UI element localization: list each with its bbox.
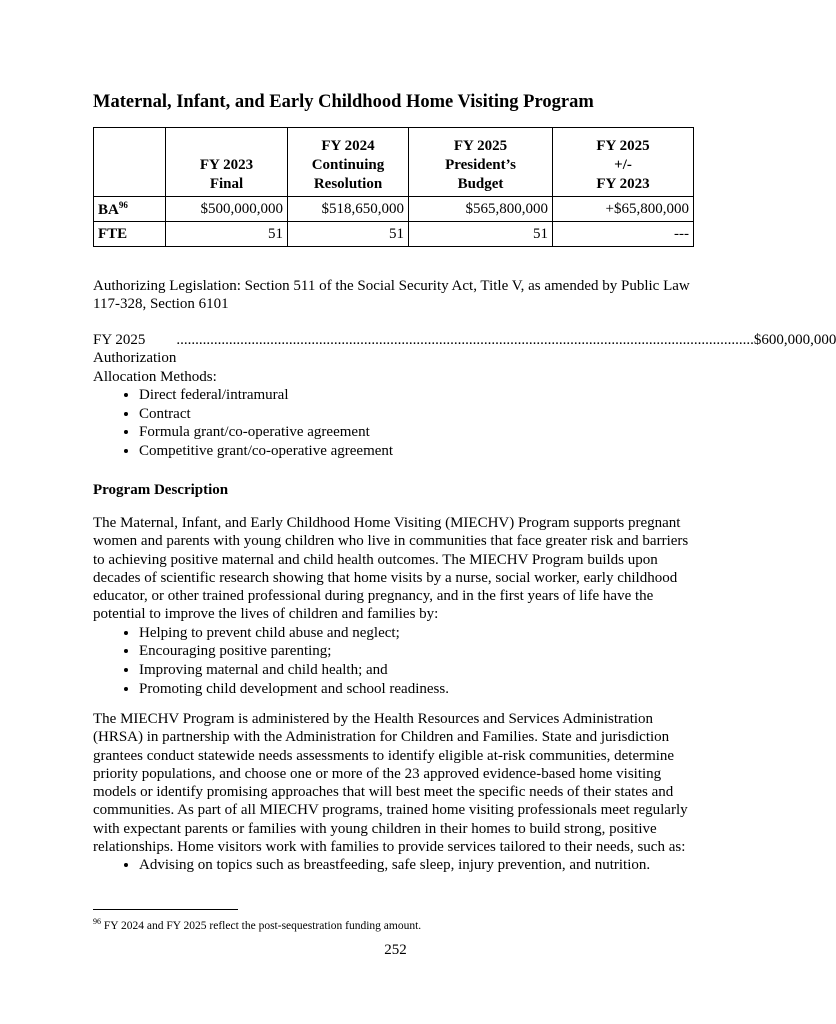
row-label: BA$^{96}$ xyxy=(94,197,166,222)
list-item: • Helping to prevent child abuse and neglect; xyxy=(139,624,695,643)
list-item: • Promoting child development and school readiness. xyxy=(139,680,695,699)
list-item: • Competitive grant/co-operative agreement xyxy=(139,442,695,461)
list-item: • Improving maternal and child health; and xyxy=(139,661,695,680)
table-cell: 51 xyxy=(288,222,409,247)
table-cell: 51 xyxy=(409,222,553,247)
allocation-heading: Allocation Methods: xyxy=(93,369,217,385)
paragraph: The Maternal, Infant, and Early Childhood Home Visiting (MIECHV) Program supports pregnant women and parents with young children who live in communities that face greater risk and barriers to achieving positive maternal and child health outcomes. The MIECHV Program builds upon decades of scientific research showing that home visits by a nurse, social worker, early childhood educator, or other trained professional during pregnancy, and in the first years of life have the potential to improve the lives of children and families by: xyxy=(93,515,689,623)
table-cell: $500,000,000 xyxy=(166,197,288,222)
header-empty xyxy=(94,128,166,197)
allocation-methods xyxy=(93,368,695,461)
list-item: • Encouraging positive parenting; xyxy=(139,642,695,661)
section-heading: Program Description xyxy=(93,482,229,498)
benefits-list xyxy=(93,624,695,698)
table-row xyxy=(94,222,694,247)
footnote: $^{96}$ FY 2024 and FY 2025 reflect the post-sequestration funding amount. xyxy=(93,917,422,932)
table-header-row xyxy=(94,128,694,197)
table-cell: $518,650,000 xyxy=(288,197,409,222)
paragraph: The MIECHV Program is administered by the Health Resources and Services Administration (HRSA) in partnership with the Administration for Children and Families. State and jurisdiction grantees conduct statewide needs assessments to identify eligible at-risk communities, determine priority populations, and choose one or more of the 23 approved evidence-based home visiting models or identify promising approaches that will best meet the specific needs of their states and communities. As part of all MIECHV programs, trained home visiting professionals meet regularly with expectant parents or families with young children in their homes to build strong, positive relationships. Home visitors work with families to provide services tailored to their needs, such as: xyxy=(93,711,688,856)
administration-section xyxy=(93,710,695,875)
list-item: • Advising on topics such as breastfeeding, safe sleep, injury prevention, and nutrition. xyxy=(139,856,695,875)
leader-dots: .......................................................................................................................................................... xyxy=(176,332,754,348)
table-cell: --- xyxy=(553,222,694,247)
authorizing-legislation: Authorizing Legislation: Section 511 of the Social Security Act, Title V, as amended by Public Law 117-328, Section 6101 xyxy=(93,278,690,313)
table-cell: $565,800,000 xyxy=(409,197,553,222)
services-list xyxy=(93,856,695,875)
footnote-divider xyxy=(93,909,238,910)
table-cell: 51 xyxy=(166,222,288,247)
list-item: • Direct federal/intramural xyxy=(139,386,695,405)
authorization-line xyxy=(93,331,836,367)
header-fy2023: FY 2023 Final xyxy=(166,128,288,197)
allocation-list xyxy=(93,386,695,460)
header-fy2025: FY 2025 President’s Budget xyxy=(409,128,553,197)
page-title: Maternal, Infant, and Early Childhood Home Visiting Program xyxy=(93,92,594,112)
header-change: FY 2025 +/- FY 2023 xyxy=(553,128,694,197)
budget-table xyxy=(93,127,694,247)
table-row xyxy=(94,197,694,222)
table-cell: +$65,800,000 xyxy=(553,197,694,222)
authorization-value: $600,000,000 xyxy=(753,332,836,348)
row-label: FTE xyxy=(94,222,166,247)
page-number: 252 xyxy=(384,942,407,958)
authorization-label: FY 2025 Authorization xyxy=(93,332,177,366)
list-item: • Contract xyxy=(139,405,695,424)
program-description xyxy=(93,514,695,698)
header-fy2024: FY 2024 Continuing Resolution xyxy=(288,128,409,197)
list-item: • Formula grant/co-operative agreement xyxy=(139,423,695,442)
